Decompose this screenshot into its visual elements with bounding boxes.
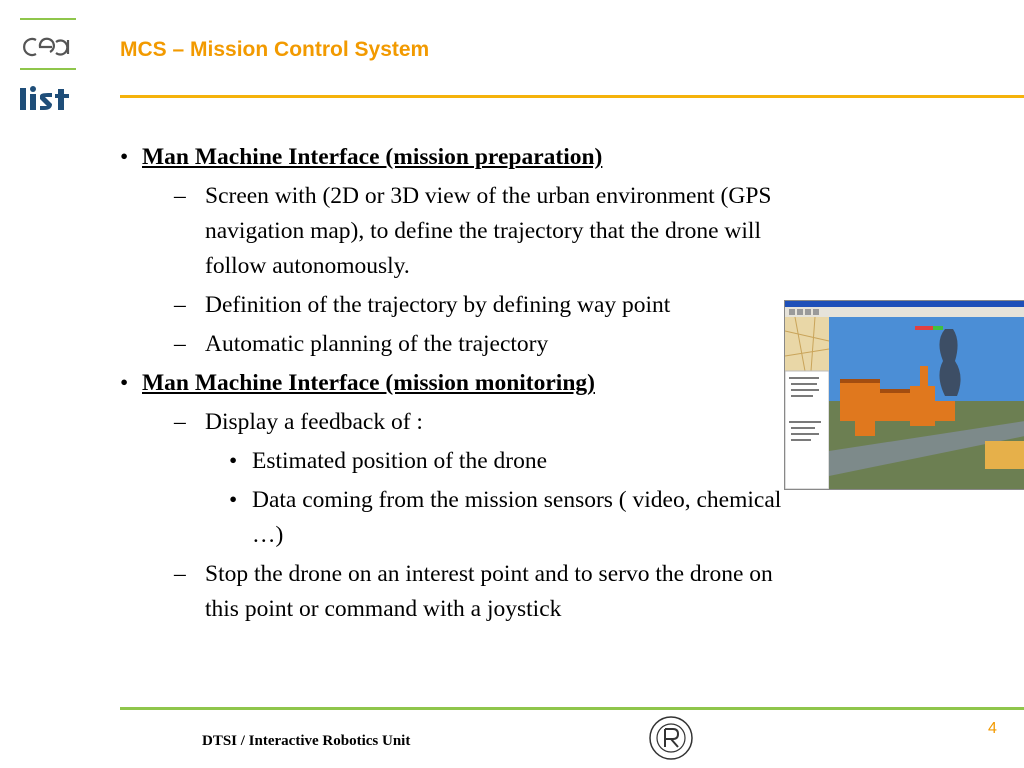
bullet-marker: • — [120, 144, 129, 170]
software-3d-view-image — [785, 301, 1024, 489]
list-item — [112, 366, 792, 401]
footer-text: DTSI / Interactive Robotics Unit — [202, 733, 411, 749]
list-item — [112, 444, 792, 479]
dash-marker: – — [174, 292, 186, 318]
item-text: Screen with (2D or 3D view of the urban environment (GPS navigation map), to define the trajectory that the drone will follow autonomously. — [205, 183, 772, 279]
list-item — [112, 327, 792, 362]
dash-marker: – — [174, 183, 186, 209]
bullet-marker: • — [120, 370, 129, 396]
page-number: 4 — [988, 720, 997, 737]
item-text: Data coming from the mission sensors ( video, chemical …) — [252, 487, 782, 548]
footer-rule — [120, 707, 1024, 710]
section-heading: Man Machine Interface (mission monitoring) — [142, 370, 595, 396]
mission-control-screenshot — [784, 300, 1024, 490]
dash-marker: – — [174, 331, 186, 357]
item-text: Definition of the trajectory by defining way point — [205, 292, 671, 318]
list-item — [112, 483, 792, 553]
list-item — [112, 557, 792, 627]
logo-divider-top — [20, 18, 76, 20]
item-text: Automatic planning of the trajectory — [205, 331, 549, 357]
bullet-list — [112, 136, 792, 627]
dash-marker: – — [174, 409, 186, 435]
cea-list-logo — [18, 18, 76, 118]
list-item — [112, 405, 792, 440]
bullet-marker: • — [229, 448, 238, 474]
list-logo-mark — [18, 84, 74, 114]
section-heading: Man Machine Interface (mission preparation) — [142, 144, 603, 170]
bullet-marker: • — [229, 487, 238, 513]
dash-marker: – — [174, 561, 186, 587]
list-item — [112, 288, 792, 323]
cea-logo-mark — [22, 32, 74, 60]
quality-seal-logo — [648, 715, 694, 761]
item-text: Estimated position of the drone — [252, 448, 548, 474]
item-text: Stop the drone on an interest point and to servo the drone on this point or command with a joystick — [205, 561, 773, 622]
title-underline — [120, 95, 1024, 98]
list-item — [112, 179, 792, 284]
list-item — [112, 140, 792, 175]
item-text: Display a feedback of : — [205, 409, 423, 435]
slide-title: MCS – Mission Control System — [120, 38, 430, 61]
logo-divider-bottom — [20, 68, 76, 70]
